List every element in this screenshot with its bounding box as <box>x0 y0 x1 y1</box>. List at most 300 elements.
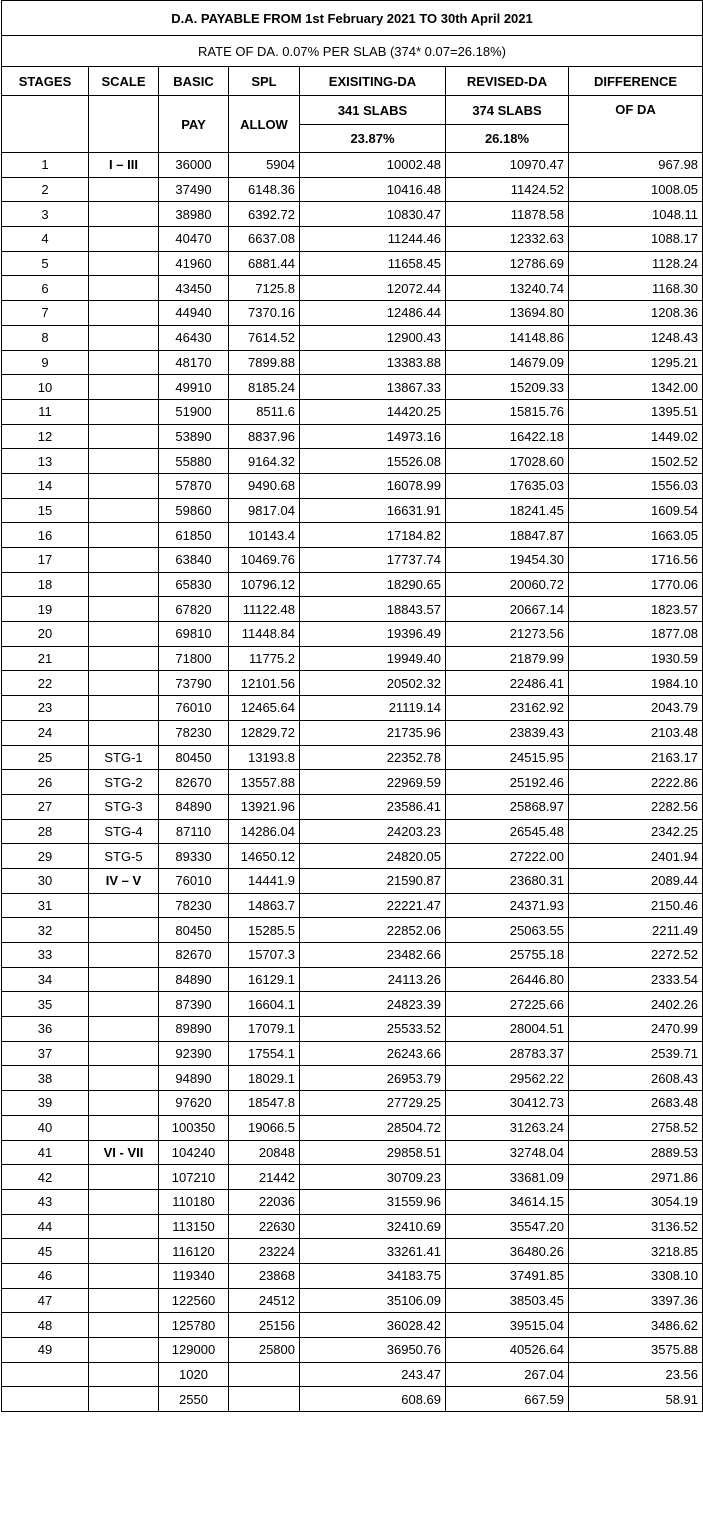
basic-pay-cell: 76010 <box>159 868 229 893</box>
scale-cell: STG-1 <box>89 745 159 770</box>
revised-da-cell: 31263.24 <box>446 1115 569 1140</box>
basic-pay-cell: 49910 <box>159 375 229 400</box>
difference-cell: 1248.43 <box>569 325 703 350</box>
difference-cell: 1663.05 <box>569 523 703 548</box>
stage-cell: 17 <box>2 548 89 573</box>
basic-pay-cell: 122560 <box>159 1288 229 1313</box>
stage-cell: 20 <box>2 622 89 647</box>
difference-cell: 1930.59 <box>569 646 703 671</box>
scale-cell <box>89 1362 159 1387</box>
basic-pay-cell: 97620 <box>159 1091 229 1116</box>
spl-allow-cell: 10469.76 <box>229 548 300 573</box>
stage-cell: 16 <box>2 523 89 548</box>
revised-da-cell: 35547.20 <box>446 1214 569 1239</box>
table-row <box>2 449 703 474</box>
revised-da-cell: 38503.45 <box>446 1288 569 1313</box>
spl-allow-cell <box>229 1362 300 1387</box>
table-row <box>2 1239 703 1264</box>
spl-allow-cell: 8837.96 <box>229 424 300 449</box>
difference-cell: 1502.52 <box>569 449 703 474</box>
header-stages-blank <box>2 96 89 153</box>
spl-allow-cell: 5904 <box>229 153 300 178</box>
header-revised-slabs: 374 SLABS <box>446 96 569 125</box>
difference-cell: 2103.48 <box>569 720 703 745</box>
difference-cell: 2342.25 <box>569 819 703 844</box>
table-row <box>2 227 703 252</box>
table-row <box>2 1288 703 1313</box>
revised-da-cell: 25192.46 <box>446 770 569 795</box>
table-row <box>2 720 703 745</box>
spl-allow-cell: 18029.1 <box>229 1066 300 1091</box>
table-title: D.A. PAYABLE FROM 1st February 2021 TO 30th April 2021 <box>2 1 703 36</box>
existing-da-cell: 24820.05 <box>300 844 446 869</box>
spl-allow-cell: 10143.4 <box>229 523 300 548</box>
revised-da-cell: 25755.18 <box>446 943 569 968</box>
revised-da-cell: 13240.74 <box>446 276 569 301</box>
stage-cell: 44 <box>2 1214 89 1239</box>
table-row <box>2 523 703 548</box>
existing-da-cell: 243.47 <box>300 1362 446 1387</box>
existing-da-cell: 17184.82 <box>300 523 446 548</box>
basic-pay-cell: 38980 <box>159 202 229 227</box>
header-pay: PAY <box>159 96 229 153</box>
spl-allow-cell: 13921.96 <box>229 794 300 819</box>
revised-da-cell: 26545.48 <box>446 819 569 844</box>
spl-allow-cell: 11122.48 <box>229 597 300 622</box>
difference-cell: 1877.08 <box>569 622 703 647</box>
revised-da-cell: 24371.93 <box>446 893 569 918</box>
scale-cell: VI - VII <box>89 1140 159 1165</box>
basic-pay-cell: 46430 <box>159 325 229 350</box>
existing-da-cell: 24203.23 <box>300 819 446 844</box>
stage-cell: 28 <box>2 819 89 844</box>
scale-cell <box>89 202 159 227</box>
header-scale: SCALE <box>89 67 159 96</box>
scale-cell <box>89 227 159 252</box>
scale-cell <box>89 992 159 1017</box>
basic-pay-cell: 129000 <box>159 1338 229 1363</box>
scale-cell <box>89 1091 159 1116</box>
stage-cell: 45 <box>2 1239 89 1264</box>
revised-da-cell: 17635.03 <box>446 473 569 498</box>
scale-cell <box>89 1214 159 1239</box>
table-row <box>2 868 703 893</box>
existing-da-cell: 20502.32 <box>300 671 446 696</box>
basic-pay-cell: 63840 <box>159 548 229 573</box>
revised-da-cell: 13694.80 <box>446 301 569 326</box>
basic-pay-cell: 84890 <box>159 794 229 819</box>
stage-cell <box>2 1387 89 1412</box>
scale-cell <box>89 1066 159 1091</box>
table-row <box>2 153 703 178</box>
basic-pay-cell: 80450 <box>159 918 229 943</box>
header-row-1 <box>2 67 703 96</box>
revised-da-cell: 11878.58 <box>446 202 569 227</box>
spl-allow-cell: 7370.16 <box>229 301 300 326</box>
stage-cell: 26 <box>2 770 89 795</box>
existing-da-cell: 11244.46 <box>300 227 446 252</box>
spl-allow-cell: 8185.24 <box>229 375 300 400</box>
revised-da-cell: 36480.26 <box>446 1239 569 1264</box>
basic-pay-cell: 37490 <box>159 177 229 202</box>
revised-da-cell: 23839.43 <box>446 720 569 745</box>
header-allow: ALLOW <box>229 96 300 153</box>
spl-allow-cell: 7899.88 <box>229 350 300 375</box>
existing-da-cell: 26243.66 <box>300 1041 446 1066</box>
existing-da-cell: 28504.72 <box>300 1115 446 1140</box>
scale-cell <box>89 1041 159 1066</box>
scale-cell <box>89 276 159 301</box>
revised-da-cell: 24515.95 <box>446 745 569 770</box>
basic-pay-cell: 65830 <box>159 572 229 597</box>
difference-cell: 2470.99 <box>569 1017 703 1042</box>
revised-da-cell: 21879.99 <box>446 646 569 671</box>
basic-pay-cell: 55880 <box>159 449 229 474</box>
spl-allow-cell: 17554.1 <box>229 1041 300 1066</box>
existing-da-cell: 22352.78 <box>300 745 446 770</box>
scale-cell <box>89 1165 159 1190</box>
basic-pay-cell: 110180 <box>159 1189 229 1214</box>
stage-cell: 8 <box>2 325 89 350</box>
table-row <box>2 745 703 770</box>
difference-cell: 3136.52 <box>569 1214 703 1239</box>
difference-cell: 967.98 <box>569 153 703 178</box>
existing-da-cell: 13383.88 <box>300 350 446 375</box>
table-row <box>2 1313 703 1338</box>
table-row <box>2 1091 703 1116</box>
rate-row <box>2 36 703 67</box>
spl-allow-cell: 17079.1 <box>229 1017 300 1042</box>
spl-allow-cell: 22036 <box>229 1189 300 1214</box>
spl-allow-cell: 15285.5 <box>229 918 300 943</box>
difference-cell: 2211.49 <box>569 918 703 943</box>
table-row <box>2 424 703 449</box>
spl-allow-cell: 9490.68 <box>229 473 300 498</box>
table-row <box>2 1362 703 1387</box>
stage-cell: 6 <box>2 276 89 301</box>
difference-cell: 2539.71 <box>569 1041 703 1066</box>
basic-pay-cell: 59860 <box>159 498 229 523</box>
difference-cell: 1449.02 <box>569 424 703 449</box>
existing-da-cell: 25533.52 <box>300 1017 446 1042</box>
scale-cell <box>89 622 159 647</box>
stage-cell: 38 <box>2 1066 89 1091</box>
basic-pay-cell: 100350 <box>159 1115 229 1140</box>
spl-allow-cell: 24512 <box>229 1288 300 1313</box>
difference-cell: 1128.24 <box>569 251 703 276</box>
difference-cell: 2608.43 <box>569 1066 703 1091</box>
table-row <box>2 1140 703 1165</box>
spl-allow-cell: 13193.8 <box>229 745 300 770</box>
table-row <box>2 473 703 498</box>
existing-da-cell: 16631.91 <box>300 498 446 523</box>
basic-pay-cell: 78230 <box>159 720 229 745</box>
basic-pay-cell: 94890 <box>159 1066 229 1091</box>
stage-cell: 29 <box>2 844 89 869</box>
scale-cell <box>89 350 159 375</box>
table-row <box>2 276 703 301</box>
basic-pay-cell: 82670 <box>159 943 229 968</box>
difference-cell: 2971.86 <box>569 1165 703 1190</box>
basic-pay-cell: 82670 <box>159 770 229 795</box>
basic-pay-cell: 2550 <box>159 1387 229 1412</box>
spl-allow-cell: 14863.7 <box>229 893 300 918</box>
table-row <box>2 967 703 992</box>
stage-cell: 49 <box>2 1338 89 1363</box>
difference-cell: 1984.10 <box>569 671 703 696</box>
stage-cell: 27 <box>2 794 89 819</box>
stage-cell: 15 <box>2 498 89 523</box>
difference-cell: 2089.44 <box>569 868 703 893</box>
scale-cell: STG-4 <box>89 819 159 844</box>
existing-da-cell: 11658.45 <box>300 251 446 276</box>
spl-allow-cell: 20848 <box>229 1140 300 1165</box>
revised-da-cell: 29562.22 <box>446 1066 569 1091</box>
stage-cell: 40 <box>2 1115 89 1140</box>
revised-da-cell: 28004.51 <box>446 1017 569 1042</box>
spl-allow-cell: 12465.64 <box>229 696 300 721</box>
table-row <box>2 375 703 400</box>
spl-allow-cell: 11775.2 <box>229 646 300 671</box>
stage-cell <box>2 1362 89 1387</box>
basic-pay-cell: 53890 <box>159 424 229 449</box>
difference-cell: 1168.30 <box>569 276 703 301</box>
stage-cell: 22 <box>2 671 89 696</box>
existing-da-cell: 33261.41 <box>300 1239 446 1264</box>
revised-da-cell: 18241.45 <box>446 498 569 523</box>
revised-da-cell: 22486.41 <box>446 671 569 696</box>
scale-cell <box>89 399 159 424</box>
scale-cell <box>89 646 159 671</box>
revised-da-cell: 30412.73 <box>446 1091 569 1116</box>
table-row <box>2 1338 703 1363</box>
revised-da-cell: 26446.80 <box>446 967 569 992</box>
existing-da-cell: 14420.25 <box>300 399 446 424</box>
stage-cell: 13 <box>2 449 89 474</box>
difference-cell: 1048.11 <box>569 202 703 227</box>
stage-cell: 10 <box>2 375 89 400</box>
scale-cell <box>89 572 159 597</box>
scale-cell: STG-5 <box>89 844 159 869</box>
header-revised-pct: 26.18% <box>446 125 569 153</box>
scale-cell <box>89 1017 159 1042</box>
table-row <box>2 646 703 671</box>
revised-da-cell: 32748.04 <box>446 1140 569 1165</box>
existing-da-cell: 15526.08 <box>300 449 446 474</box>
stage-cell: 23 <box>2 696 89 721</box>
stage-cell: 12 <box>2 424 89 449</box>
existing-da-cell: 36950.76 <box>300 1338 446 1363</box>
stage-cell: 7 <box>2 301 89 326</box>
difference-cell: 3397.36 <box>569 1288 703 1313</box>
revised-da-cell: 11424.52 <box>446 177 569 202</box>
basic-pay-cell: 48170 <box>159 350 229 375</box>
scale-cell <box>89 523 159 548</box>
existing-da-cell: 13867.33 <box>300 375 446 400</box>
basic-pay-cell: 104240 <box>159 1140 229 1165</box>
table-row <box>2 251 703 276</box>
scale-cell: STG-2 <box>89 770 159 795</box>
scale-cell: I – III <box>89 153 159 178</box>
revised-da-cell: 20060.72 <box>446 572 569 597</box>
scale-cell <box>89 918 159 943</box>
existing-da-cell: 32410.69 <box>300 1214 446 1239</box>
spl-allow-cell <box>229 1387 300 1412</box>
table-row <box>2 1017 703 1042</box>
scale-cell <box>89 301 159 326</box>
spl-allow-cell: 14650.12 <box>229 844 300 869</box>
basic-pay-cell: 84890 <box>159 967 229 992</box>
stage-cell: 33 <box>2 943 89 968</box>
scale-cell <box>89 473 159 498</box>
scale-cell <box>89 597 159 622</box>
difference-cell: 1556.03 <box>569 473 703 498</box>
spl-allow-cell: 6148.36 <box>229 177 300 202</box>
scale-cell <box>89 498 159 523</box>
spl-allow-cell: 9817.04 <box>229 498 300 523</box>
revised-da-cell: 12332.63 <box>446 227 569 252</box>
scale-cell <box>89 696 159 721</box>
stage-cell: 34 <box>2 967 89 992</box>
table-row <box>2 893 703 918</box>
difference-cell: 3308.10 <box>569 1263 703 1288</box>
difference-cell: 1823.57 <box>569 597 703 622</box>
header-basic: BASIC <box>159 67 229 96</box>
scale-cell <box>89 1263 159 1288</box>
spl-allow-cell: 12101.56 <box>229 671 300 696</box>
da-table <box>1 0 703 1412</box>
table-row <box>2 1115 703 1140</box>
existing-da-cell: 19949.40 <box>300 646 446 671</box>
table-row <box>2 325 703 350</box>
existing-da-cell: 22852.06 <box>300 918 446 943</box>
scale-cell <box>89 967 159 992</box>
spl-allow-cell: 7125.8 <box>229 276 300 301</box>
difference-cell: 1395.51 <box>569 399 703 424</box>
scale-cell <box>89 1288 159 1313</box>
scale-cell <box>89 1338 159 1363</box>
header-existing-pct: 23.87% <box>300 125 446 153</box>
existing-da-cell: 16078.99 <box>300 473 446 498</box>
table-row <box>2 844 703 869</box>
difference-cell: 2282.56 <box>569 794 703 819</box>
difference-cell: 1342.00 <box>569 375 703 400</box>
stage-cell: 47 <box>2 1288 89 1313</box>
difference-cell: 58.91 <box>569 1387 703 1412</box>
stage-cell: 18 <box>2 572 89 597</box>
existing-da-cell: 36028.42 <box>300 1313 446 1338</box>
basic-pay-cell: 71800 <box>159 646 229 671</box>
difference-cell: 1716.56 <box>569 548 703 573</box>
basic-pay-cell: 57870 <box>159 473 229 498</box>
header-existing-slabs: 341 SLABS <box>300 96 446 125</box>
stage-cell: 43 <box>2 1189 89 1214</box>
header-of-da: OF DA <box>569 96 703 153</box>
spl-allow-cell: 11448.84 <box>229 622 300 647</box>
scale-cell <box>89 1115 159 1140</box>
table-row <box>2 350 703 375</box>
basic-pay-cell: 67820 <box>159 597 229 622</box>
rate-note: RATE OF DA. 0.07% PER SLAB (374* 0.07=26.18%) <box>2 36 703 67</box>
scale-cell <box>89 449 159 474</box>
scale-cell <box>89 720 159 745</box>
difference-cell: 1295.21 <box>569 350 703 375</box>
existing-da-cell: 10416.48 <box>300 177 446 202</box>
stage-cell: 11 <box>2 399 89 424</box>
existing-da-cell: 30709.23 <box>300 1165 446 1190</box>
revised-da-cell: 25063.55 <box>446 918 569 943</box>
spl-allow-cell: 12829.72 <box>229 720 300 745</box>
basic-pay-cell: 87110 <box>159 819 229 844</box>
table-row <box>2 1041 703 1066</box>
stage-cell: 25 <box>2 745 89 770</box>
scale-cell <box>89 1189 159 1214</box>
difference-cell: 1770.06 <box>569 572 703 597</box>
existing-da-cell: 22221.47 <box>300 893 446 918</box>
spl-allow-cell: 22630 <box>229 1214 300 1239</box>
spl-allow-cell: 25800 <box>229 1338 300 1363</box>
basic-pay-cell: 73790 <box>159 671 229 696</box>
revised-da-cell: 28783.37 <box>446 1041 569 1066</box>
difference-cell: 23.56 <box>569 1362 703 1387</box>
table-row <box>2 177 703 202</box>
basic-pay-cell: 89330 <box>159 844 229 869</box>
table-row <box>2 794 703 819</box>
spl-allow-cell: 7614.52 <box>229 325 300 350</box>
stage-cell: 48 <box>2 1313 89 1338</box>
stage-cell: 31 <box>2 893 89 918</box>
title-row <box>2 1 703 36</box>
existing-da-cell: 24113.26 <box>300 967 446 992</box>
existing-da-cell: 12072.44 <box>300 276 446 301</box>
header-scale-blank <box>89 96 159 153</box>
stage-cell: 42 <box>2 1165 89 1190</box>
basic-pay-cell: 119340 <box>159 1263 229 1288</box>
difference-cell: 2272.52 <box>569 943 703 968</box>
spl-allow-cell: 6637.08 <box>229 227 300 252</box>
header-stages: STAGES <box>2 67 89 96</box>
difference-cell: 2683.48 <box>569 1091 703 1116</box>
stage-cell: 9 <box>2 350 89 375</box>
existing-da-cell: 18290.65 <box>300 572 446 597</box>
spl-allow-cell: 19066.5 <box>229 1115 300 1140</box>
spl-allow-cell: 10796.12 <box>229 572 300 597</box>
table-row <box>2 1189 703 1214</box>
spl-allow-cell: 6392.72 <box>229 202 300 227</box>
scale-cell: STG-3 <box>89 794 159 819</box>
existing-da-cell: 10002.48 <box>300 153 446 178</box>
revised-da-cell: 23680.31 <box>446 868 569 893</box>
stage-cell: 4 <box>2 227 89 252</box>
basic-pay-cell: 41960 <box>159 251 229 276</box>
spl-allow-cell: 18547.8 <box>229 1091 300 1116</box>
table-row <box>2 1263 703 1288</box>
difference-cell: 3054.19 <box>569 1189 703 1214</box>
difference-cell: 2150.46 <box>569 893 703 918</box>
existing-da-cell: 29858.51 <box>300 1140 446 1165</box>
difference-cell: 1609.54 <box>569 498 703 523</box>
existing-da-cell: 19396.49 <box>300 622 446 647</box>
stage-cell: 5 <box>2 251 89 276</box>
revised-da-cell: 10970.47 <box>446 153 569 178</box>
scale-cell <box>89 671 159 696</box>
table-row <box>2 992 703 1017</box>
stage-cell: 24 <box>2 720 89 745</box>
table-row <box>2 1066 703 1091</box>
stage-cell: 19 <box>2 597 89 622</box>
scale-cell <box>89 1387 159 1412</box>
scale-cell <box>89 177 159 202</box>
